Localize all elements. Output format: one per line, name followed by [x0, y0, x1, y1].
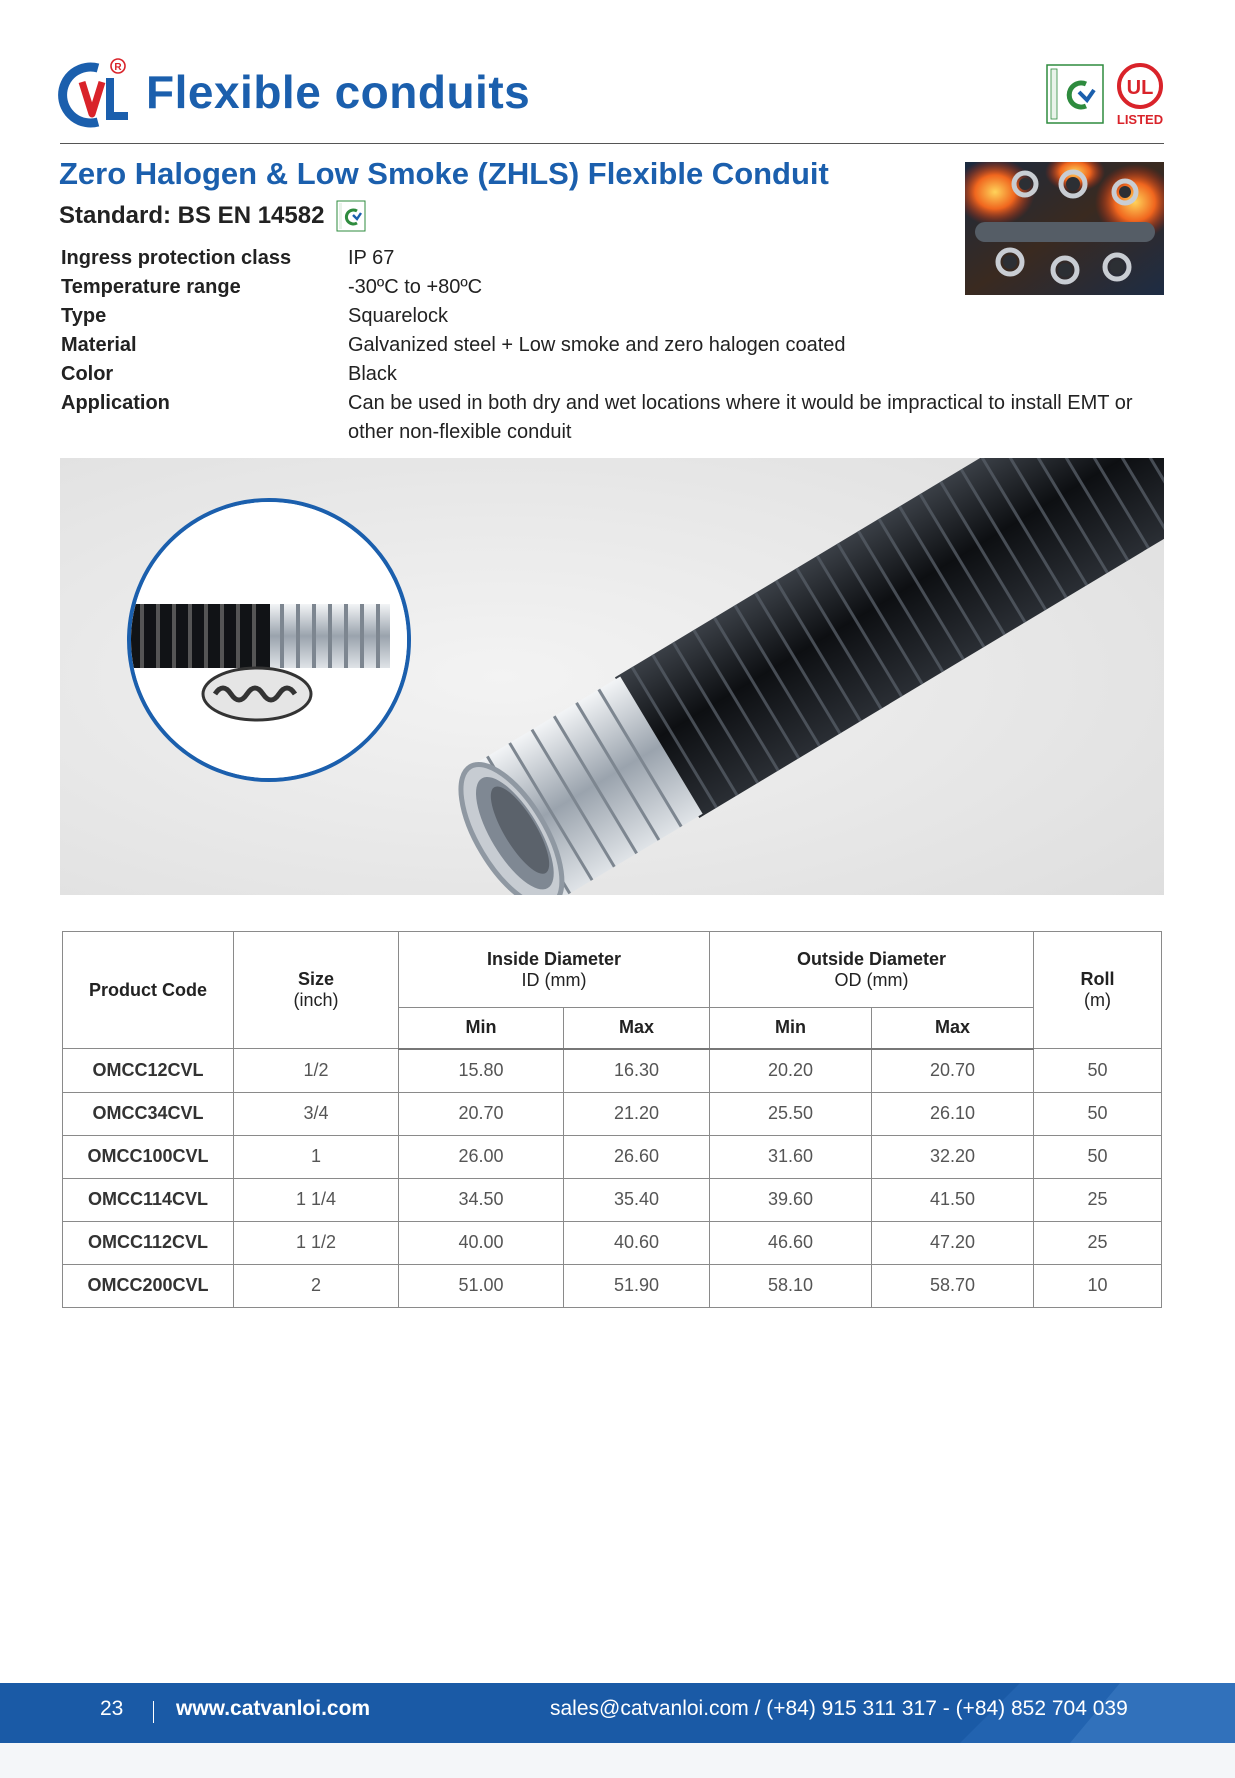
cell-od-min: 39.60 [710, 1178, 872, 1221]
cell-size: 1 1/2 [234, 1221, 399, 1264]
table-row [63, 1221, 1162, 1264]
cell-roll: 10 [1034, 1264, 1162, 1307]
cell-od-max: 41.50 [872, 1178, 1034, 1221]
table-header-row [63, 932, 1162, 1008]
cell-roll: 50 [1034, 1092, 1162, 1135]
cell-od-max: 58.70 [872, 1264, 1034, 1307]
header-product-code: Product Code [63, 932, 234, 1049]
spec-label: Type [61, 305, 107, 327]
header-inside-diameter [399, 932, 710, 1008]
header-outside-unit: OD (mm) [834, 969, 909, 990]
header-size-unit: (inch) [293, 990, 339, 1010]
cell-id-min: 40.00 [399, 1221, 564, 1264]
cell-product-code: OMCC114CVL [63, 1178, 234, 1221]
product-title: Zero Halogen & Low Smoke (ZHLS) Flexible Conduit [59, 156, 829, 191]
cell-size: 2 [234, 1264, 399, 1307]
table-row [63, 1092, 1162, 1135]
spec-value: IP 67 [348, 247, 395, 269]
spec-row [61, 389, 1161, 447]
cell-id-max: 26.60 [564, 1135, 710, 1178]
header-roll-unit: (m) [1084, 990, 1111, 1010]
standard-line [59, 200, 366, 232]
header-id-min: Min [399, 1008, 564, 1049]
cell-size: 1/2 [234, 1049, 399, 1093]
spec-row [61, 244, 1161, 273]
spec-value: Black [348, 363, 397, 385]
header-inside-label: Inside Diameter [486, 948, 622, 969]
cell-od-min: 25.50 [710, 1092, 872, 1135]
cell-id-max: 40.60 [564, 1221, 710, 1264]
standard-label: Standard: BS EN 14582 [59, 202, 325, 229]
page-footer [0, 1683, 1235, 1743]
cell-id-max: 21.20 [564, 1092, 710, 1135]
cell-size: 1 [234, 1135, 399, 1178]
header-id-max: Max [564, 1008, 710, 1049]
cell-roll: 50 [1034, 1135, 1162, 1178]
cell-od-max: 47.20 [872, 1221, 1034, 1264]
cell-product-code: OMCC34CVL [63, 1092, 234, 1135]
cell-size: 1 1/4 [234, 1178, 399, 1221]
header-roll-label: Roll [1080, 969, 1115, 989]
cell-product-code: OMCC112CVL [63, 1221, 234, 1264]
spec-row [61, 360, 1161, 389]
spec-value: Can be used in both dry and wet locations where it would be impractical to install EMT or other non-flexible conduit [348, 392, 1133, 443]
spec-label: Temperature range [61, 276, 241, 298]
cell-product-code: OMCC100CVL [63, 1135, 234, 1178]
cell-product-code: OMCC12CVL [63, 1049, 234, 1093]
header-od-min: Min [710, 1008, 872, 1049]
page-title: Flexible conduits [146, 66, 531, 118]
cell-id-min: 26.00 [399, 1135, 564, 1178]
table-row [63, 1178, 1162, 1221]
cvl-logo [58, 56, 136, 128]
spec-label: Material [61, 334, 137, 356]
header-inside-unit: ID (mm) [521, 969, 587, 990]
cell-od-min: 31.60 [710, 1135, 872, 1178]
spec-list [61, 244, 1161, 447]
cell-roll: 50 [1034, 1049, 1162, 1093]
cell-id-max: 51.90 [564, 1264, 710, 1307]
header-size [234, 932, 399, 1049]
header-size-label: Size [297, 969, 335, 989]
spec-value: -30ºC to +80ºC [348, 276, 483, 298]
cell-roll: 25 [1034, 1221, 1162, 1264]
spec-row [61, 331, 1161, 360]
spec-row [61, 302, 1161, 331]
header-roll [1034, 932, 1162, 1049]
cell-od-min: 46.60 [710, 1221, 872, 1264]
spec-row [61, 273, 1161, 302]
spec-value: Galvanized steel + Low smoke and zero halogen coated [348, 334, 846, 356]
page-number: 23 [100, 1697, 124, 1720]
cell-od-min: 58.10 [710, 1264, 872, 1307]
cell-id-min: 15.80 [399, 1049, 564, 1093]
cell-id-min: 34.50 [399, 1178, 564, 1221]
conduit-illustration [60, 458, 1164, 895]
quatest-small-icon [336, 200, 366, 232]
ul-listed-icon [1114, 62, 1166, 128]
footer-divider [153, 1701, 154, 1723]
cell-product-code: OMCC200CVL [63, 1264, 234, 1307]
header-od-max: Max [872, 1008, 1034, 1049]
header-divider [60, 143, 1164, 144]
brand-header [58, 52, 530, 132]
table-row [63, 1264, 1162, 1307]
cell-id-min: 20.70 [399, 1092, 564, 1135]
contact-info[interactable]: sales@catvanloi.com / (+84) 915 311 317 - (+84) 852 704 039 [550, 1697, 1128, 1720]
cell-id-max: 16.30 [564, 1049, 710, 1093]
cell-od-max: 26.10 [872, 1092, 1034, 1135]
website-link[interactable]: www.catvanloi.com [176, 1697, 371, 1720]
header-outside-diameter [710, 932, 1034, 1008]
product-spec-table [62, 931, 1162, 1308]
header-outside-label: Outside Diameter [796, 948, 947, 969]
ul-listed-label: LISTED [1116, 112, 1164, 127]
quatest-cert-icon [1046, 64, 1104, 124]
cell-size: 3/4 [234, 1092, 399, 1135]
table-row [63, 1135, 1162, 1178]
cell-roll: 25 [1034, 1178, 1162, 1221]
cell-id-min: 51.00 [399, 1264, 564, 1307]
product-hero-image [60, 458, 1164, 895]
spec-label: Application [61, 392, 170, 414]
ul-mark: UL [1126, 77, 1154, 99]
cell-od-max: 20.70 [872, 1049, 1034, 1093]
cell-id-max: 35.40 [564, 1178, 710, 1221]
table-row [63, 1049, 1162, 1093]
spec-label: Ingress protection class [61, 247, 292, 269]
footer-bottom-band [0, 1743, 1235, 1778]
svg-text:R: R [114, 62, 122, 73]
cell-od-min: 20.20 [710, 1049, 872, 1093]
spec-value: Squarelock [348, 305, 449, 327]
cell-od-max: 32.20 [872, 1135, 1034, 1178]
spec-label: Color [61, 363, 114, 385]
